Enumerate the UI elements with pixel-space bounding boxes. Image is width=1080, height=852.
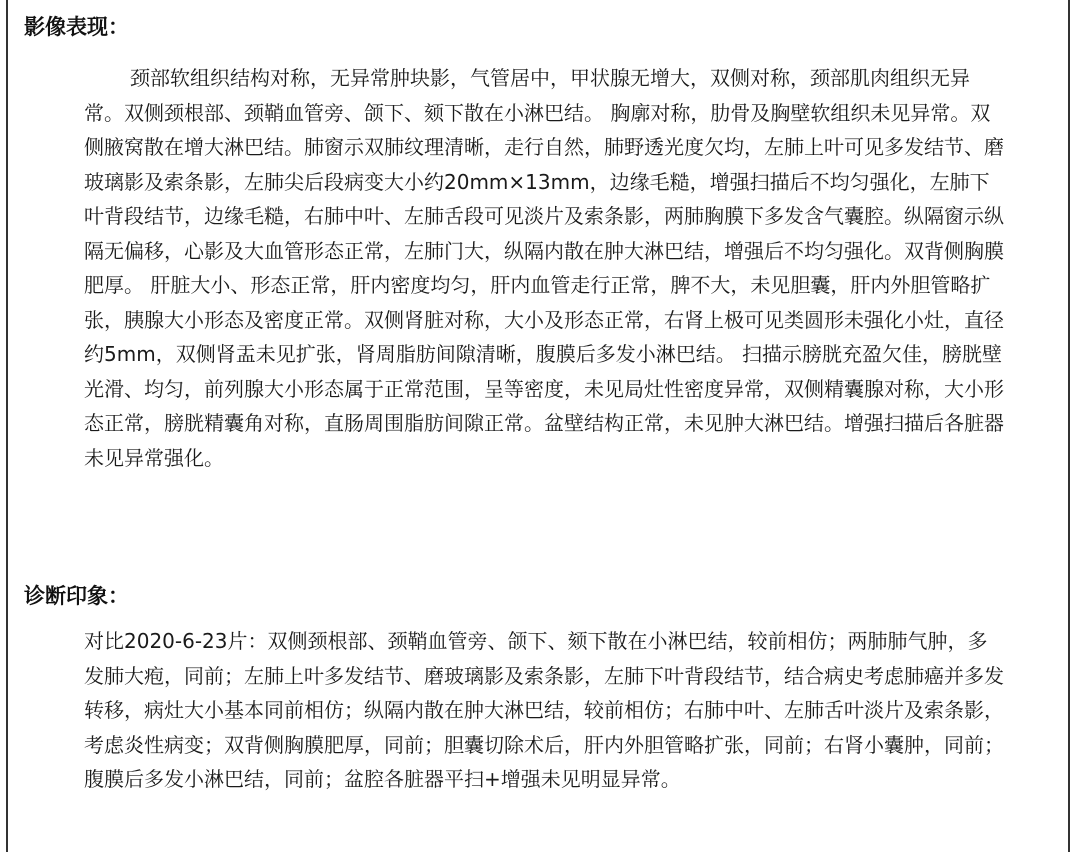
diagnosis-text: 对比2020-6-23片：双侧颈根部、颈鞘血管旁、颌下、颏下散在小淋巴结，较前相仿；两肺肺气肿，多发肺大疱，同前；左肺上叶多发结节、磨玻璃影及索条影，左肺下叶背段结节，结合病史考虑肺癌并多发转移，病灶大小基本同前相仿；纵隔内散在肿大淋巴结，较前相仿；右肺中叶、左肺舌叶淡片及索条影，考虑炎性病变；双背侧胸膜肥厚，同前；胆囊切除术后，肝内外胆管略扩张，同前；右肾小囊肿，同前；腹膜后多发小淋巴结，同前；盆腔各脏器平扫+增强未见明显异常。 (84, 629, 1004, 791)
findings-text: 颈部软组织结构对称，无异常肿块影，气管居中，甲状腺无增大，双侧对称，颈部肌肉组织无异常。双侧颈根部、颈鞘血管旁、颌下、颏下散在小淋巴结。 胸廓对称，肋骨及胸壁软组织未见异常。双侧腋窝散在增大淋巴结。肺窗示双肺纹理清晰，走行自然，肺野透光度欠均，左肺上叶可见多发结节、磨玻璃影及索条影，左肺尖后段病变大小约20mm×13mm，边缘毛糙，增强扫描后不均匀强化，左肺下叶背段结节，边缘毛糙，右肺中叶、左肺舌段可见淡片及索条影，两肺胸膜下多发含气囊腔。纵隔窗示纵隔无偏移，心影及大血管形态正常，左肺门大，纵隔内散在肿大淋巴结，增强后不均匀强化。双背侧胸膜肥厚。 肝脏大小、形态正常，肝内密度均匀，肝内血管走行正常，脾不大，未见胆囊，肝内外胆管略扩张，胰腺大小形态及密度正常。双侧肾脏对称，大小及形态正常，右肾上极可见类圆形未强化小灶，直径约5mm，双侧肾盂未见扩张，肾周脂肪间隙清晰，腹膜后多发小淋巴结。 扫描示膀胱充盈欠佳，膀胱壁光滑、均匀，前列腺大小形态属于正常范围，呈等密度，未见局灶性密度异常，双侧精囊腺对称，大小形态正常，膀胱精囊角对称，直肠周围脂肪间隙正常。盆壁结构正常，未见肿大淋巴结。增强扫描后各脏器未见异常强化。 (84, 66, 1004, 470)
diagnosis-heading: 诊断印象： (24, 584, 129, 608)
findings-heading: 影像表现： (24, 15, 129, 39)
